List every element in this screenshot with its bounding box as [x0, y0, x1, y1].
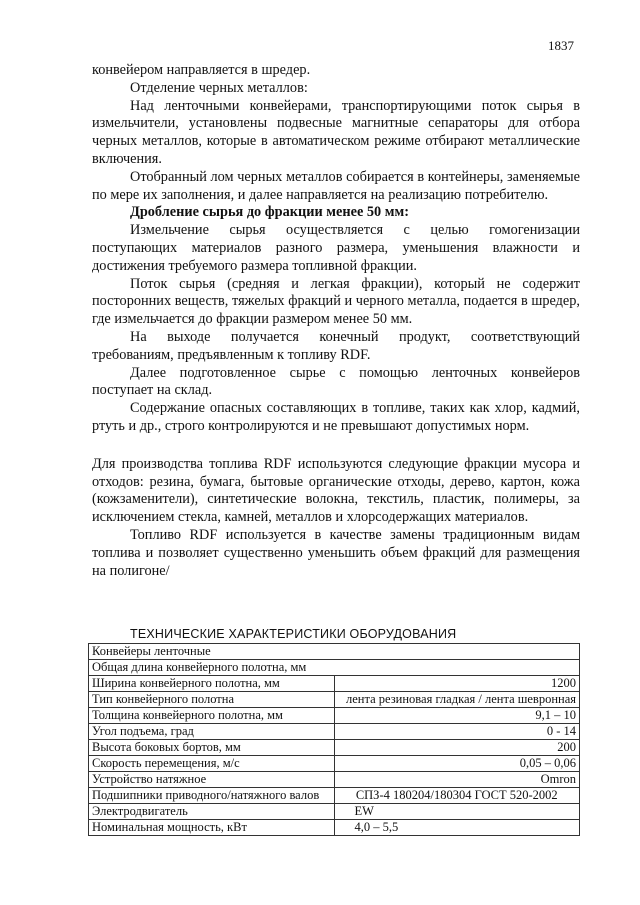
- table-row: [89, 772, 580, 788]
- table-cell-param: Толщина конвейерного полотна, мм: [89, 708, 335, 724]
- table-cell-param: Конвейеры ленточные: [89, 644, 580, 660]
- paragraph-gap: [92, 436, 580, 456]
- section-heading: Дробление сырья до фракции менее 50 мм:: [130, 204, 409, 221]
- table-row: [89, 740, 580, 756]
- table-cell-value: 9,1 – 10: [334, 708, 580, 724]
- table-cell-value: Omron: [334, 772, 580, 788]
- document-body: [92, 62, 580, 580]
- table-row: [89, 692, 580, 708]
- paragraph: Топливо RDF используется в качестве замены традиционным видам топлива и позволяет существенно уменьшить объем фракций для размещения на полигоне/: [92, 526, 580, 579]
- specifications-table: [88, 643, 580, 836]
- table-cell-param: Устройство натяжное: [89, 772, 335, 788]
- table-cell-param: Высота боковых бортов, мм: [89, 740, 335, 756]
- paragraph: Поток сырья (средняя и легкая фракции), который не содержит посторонних веществ, тяжелых фракций и черного металла, подается в шредер, где измельчается до фракции размером менее 50 мм.: [92, 275, 580, 328]
- table-cell-param: Угол подъема, град: [89, 724, 335, 740]
- table-row: [89, 788, 580, 804]
- table-cell-value: 0,05 – 0,06: [334, 756, 580, 772]
- table-cell-value: 4,0 – 5,5: [334, 820, 580, 836]
- page-number: 1837: [548, 38, 574, 53]
- paragraph: Над ленточными конвейерами, транспортирующими поток сырья в измельчители, установлены подвесные магнитные сепараторы для отбора черных металлов, которые в автоматическом режиме отбирают металлические включения.: [92, 97, 580, 167]
- paragraph: Далее подготовленное сырье с помощью ленточных конвейеров поступает на склад.: [92, 364, 580, 399]
- table-row: [89, 676, 580, 692]
- table-cell-param: Подшипники приводного/натяжного валов: [89, 788, 335, 804]
- table-row: [89, 756, 580, 772]
- table-cell-value: 1200: [334, 676, 580, 692]
- table-row: [89, 660, 580, 676]
- table-cell-param: Номинальная мощность, кВт: [89, 820, 335, 836]
- paragraph: Отобранный лом черных металлов собирается в контейнеры, заменяемые по мере их заполнения, и далее направляется на реализацию потребителю.: [92, 168, 580, 203]
- paragraph: Для производства топлива RDF используются следующие фракции мусора и отходов: резина, бумага, бытовые органические отходы, дерево, картон, кожа (кожзаменители), синтетические волокна, текстиль, пластик, полимеры, за исключением стекла, камней, металлов и хлорсодержащих материалов.: [92, 455, 580, 526]
- table-row: [89, 804, 580, 820]
- table-row: [89, 644, 580, 660]
- paragraph: На выходе получается конечный продукт, соответствующий требованиям, предъявленным к топливу RDF.: [92, 328, 580, 363]
- table-caption: ТЕХНИЧЕСКИЕ ХАРАКТЕРИСТИКИ ОБОРУДОВАНИЯ: [130, 627, 457, 641]
- paragraph: Измельчение сырья осуществляется с целью гомогенизации поступающих материалов разного размера, уменьшения влажности и достижения требуемого размера топливной фракции.: [92, 222, 580, 274]
- table-row: [89, 724, 580, 740]
- table-cell-value: EW: [334, 804, 580, 820]
- table-cell-param: Ширина конвейерного полотна, мм: [89, 676, 335, 692]
- table-row: [89, 708, 580, 724]
- table-cell-value: лента резиновая гладкая / лента шевронная: [334, 692, 580, 708]
- paragraph: Содержание опасных составляющих в топливе, таких как хлор, кадмий, ртуть и др., строго контролируются и не превышают допустимых норм.: [92, 400, 580, 434]
- paragraph: конвейером направляется в шредер.: [92, 62, 311, 78]
- table-cell-value: 200: [334, 740, 580, 756]
- paragraph: Отделение черных металлов:: [130, 79, 308, 96]
- table-cell-param: Электродвигатель: [89, 804, 335, 820]
- table-cell-param: Скорость перемещения, м/с: [89, 756, 335, 772]
- table-cell-value: 0 - 14: [334, 724, 580, 740]
- table-row: [89, 820, 580, 836]
- table-cell-value: СПЗ-4 180204/180304 ГОСТ 520-2002: [334, 788, 580, 804]
- table-cell-param: Тип конвейерного полотна: [89, 692, 335, 708]
- table-cell-param: Общая длина конвейерного полотна, мм: [89, 660, 580, 676]
